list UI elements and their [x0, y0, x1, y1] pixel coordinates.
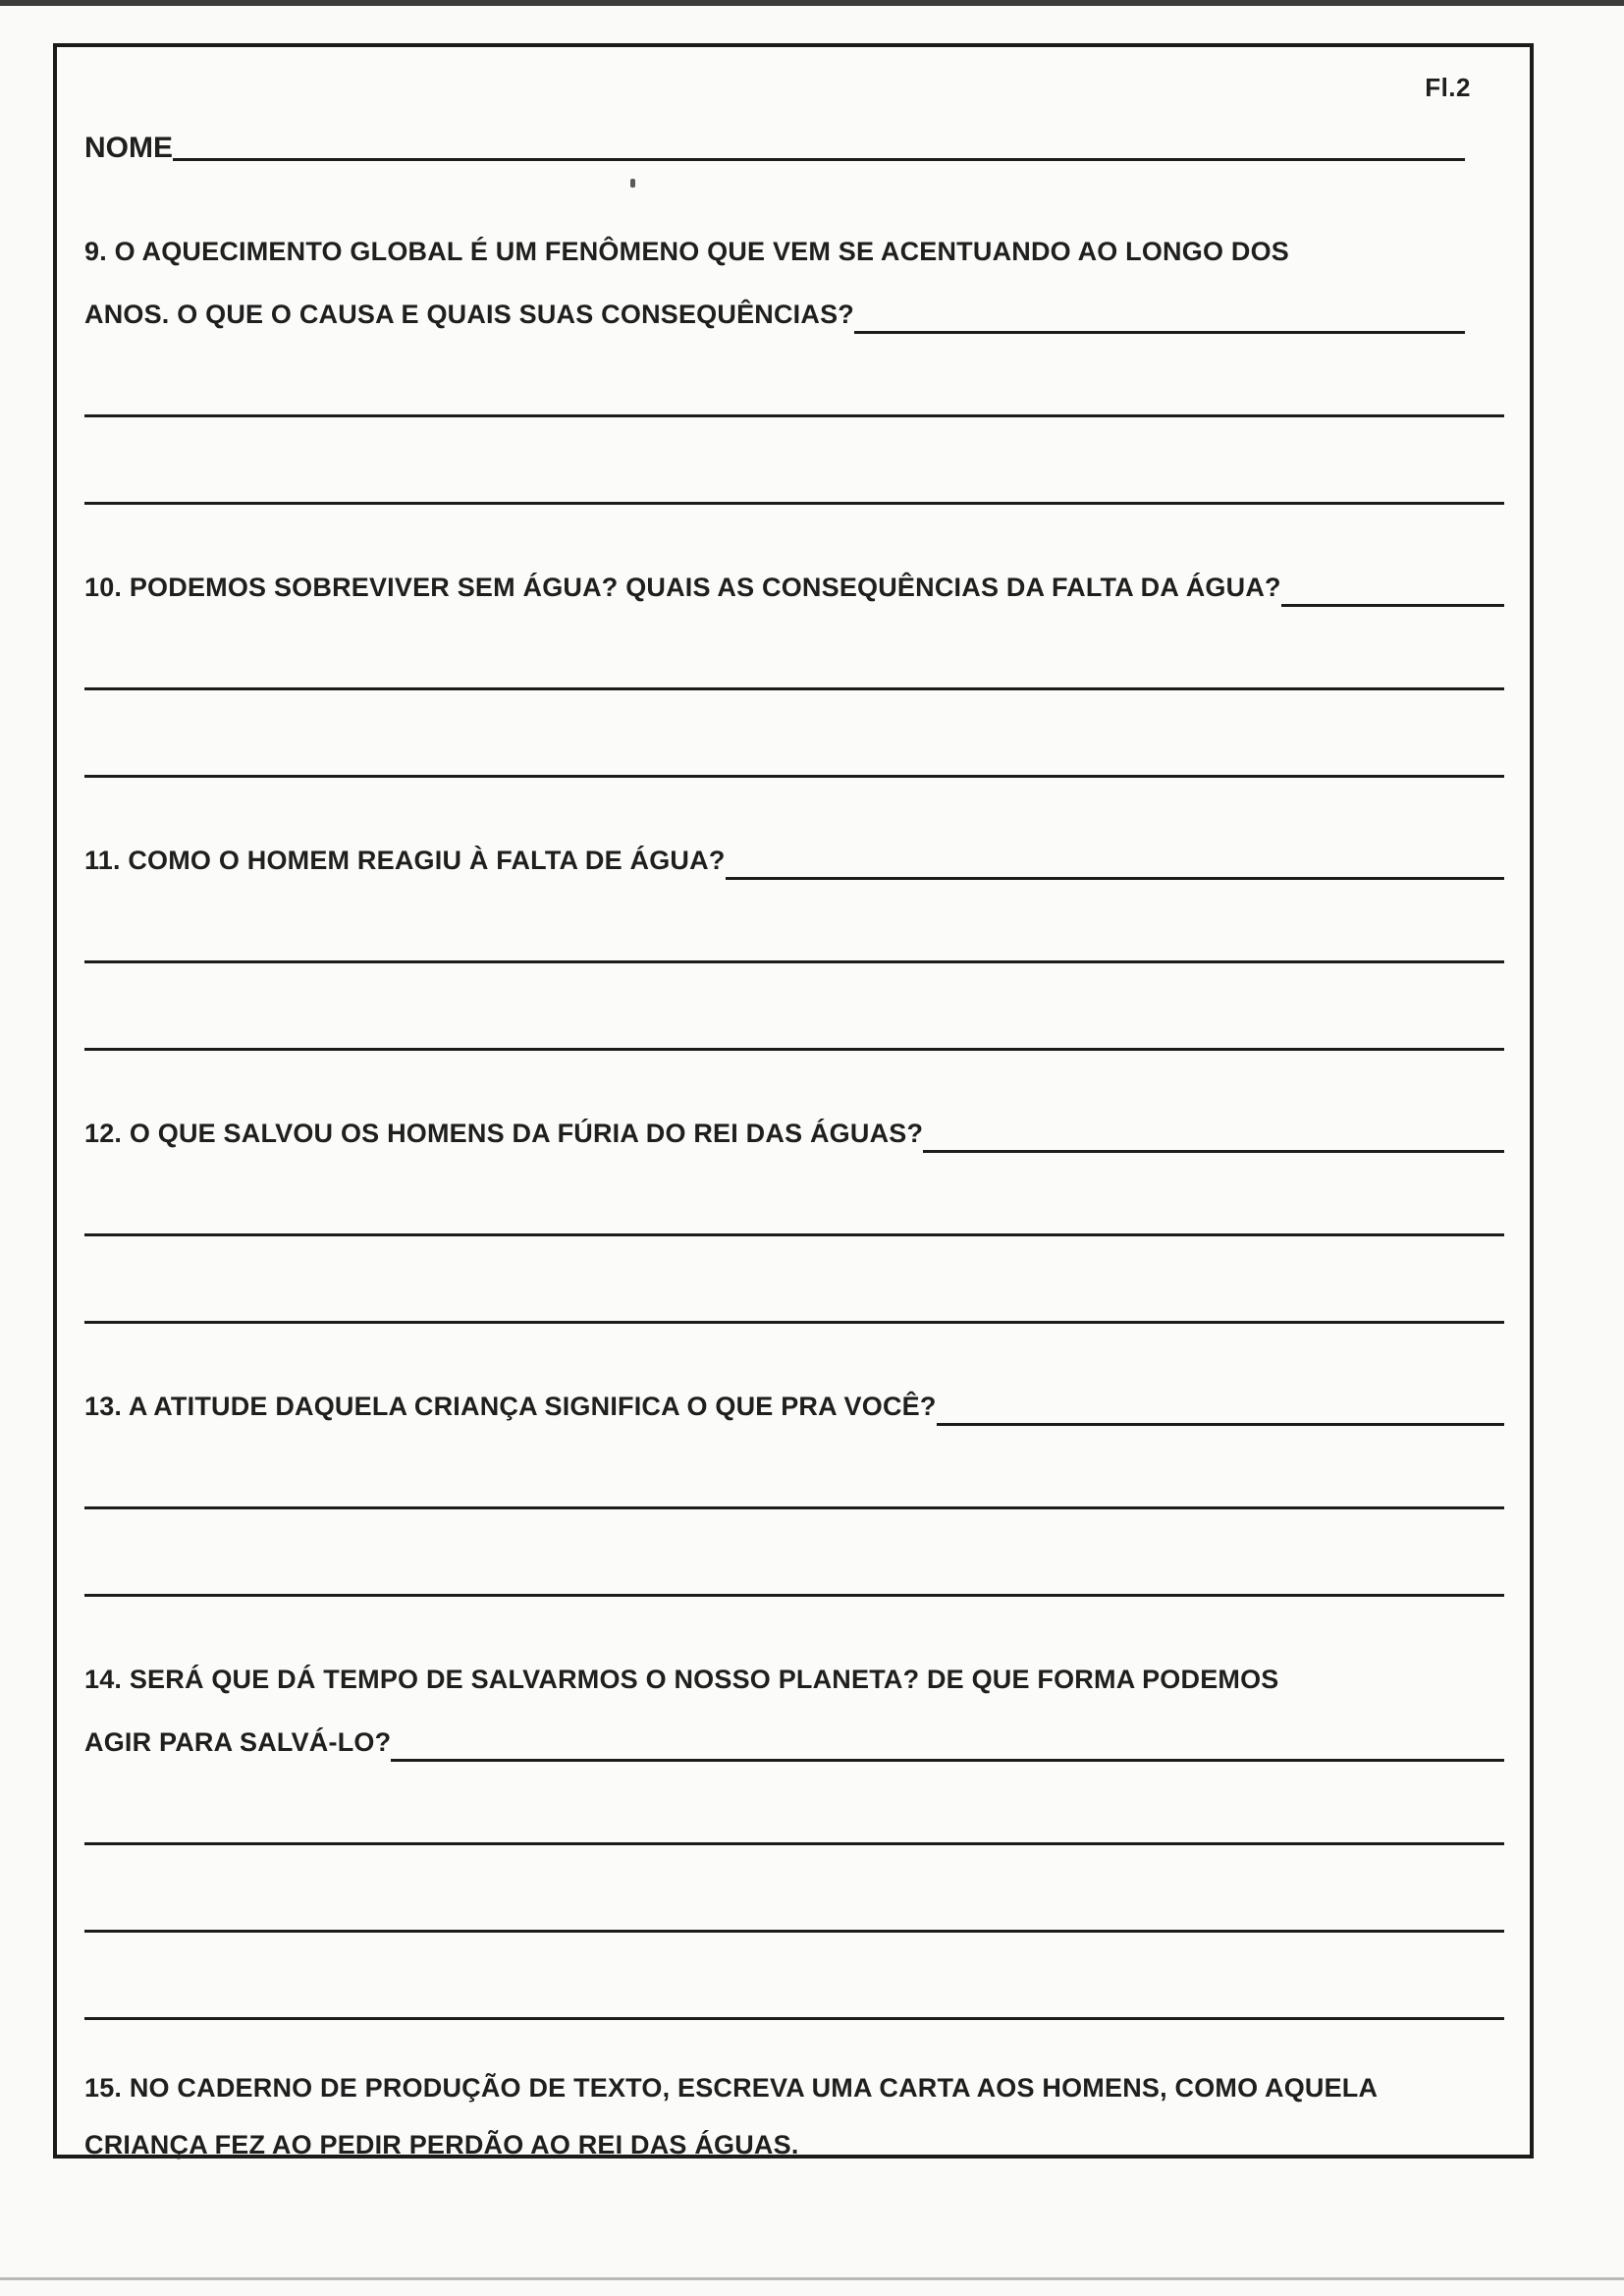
- question-15-text-line-1: 15. NO CADERNO DE PRODUÇÃO DE TEXTO, ESCREVA UMA CARTA AOS HOMENS, COMO AQUELA: [84, 2073, 1379, 2103]
- question-14-text-line-1: 14. SERÁ QUE DÁ TEMPO DE SALVARMOS O NOSSO PLANETA? DE QUE FORMA PODEMOS: [84, 1665, 1279, 1694]
- question-13-answer-line-1[interactable]: [84, 1438, 1504, 1509]
- question-12-answer-line-2[interactable]: [84, 1236, 1504, 1324]
- question-11-text-row: [84, 829, 1504, 892]
- question-9-answer-line-1[interactable]: [84, 346, 1504, 417]
- question-12-text-row: [84, 1102, 1504, 1165]
- question-14-text-line-2: AGIR PARA SALVÁ-LO?: [84, 1727, 392, 1757]
- name-field-row: [84, 122, 1465, 165]
- question-11-text: 11. COMO O HOMEM REAGIU À FALTA DE ÁGUA?: [84, 846, 726, 875]
- question-15: [84, 2059, 1504, 2173]
- question-12-answer-line-1[interactable]: [84, 1165, 1504, 1236]
- question-9-answer-line-2[interactable]: [84, 417, 1504, 505]
- question-10-text: 10. PODEMOS SOBREVIVER SEM ÁGUA? QUAIS AS CONSEQUÊNCIAS DA FALTA DA ÁGUA?: [84, 573, 1281, 602]
- question-13-inline-answer-line[interactable]: [937, 1423, 1504, 1426]
- question-11-answer-line-1[interactable]: [84, 892, 1504, 963]
- question-14: [84, 1648, 1504, 2020]
- question-12-inline-answer-line[interactable]: [923, 1150, 1504, 1153]
- scan-edge-artifact: [0, 0, 1624, 6]
- question-13-text: 13. A ATITUDE DAQUELA CRIANÇA SIGNIFICA O QUE PRA VOCÊ?: [84, 1392, 937, 1421]
- question-12-text: 12. O QUE SALVOU OS HOMENS DA FÚRIA DO REI DAS ÁGUAS?: [84, 1119, 924, 1148]
- scan-edge-artifact-bottom: [0, 2277, 1624, 2280]
- question-10: [84, 556, 1504, 778]
- scan-speck: [630, 179, 635, 188]
- worksheet-border-box: [53, 43, 1534, 2159]
- question-14-answer-line-2[interactable]: [84, 1845, 1504, 1933]
- question-9-text-row-2: [84, 283, 1465, 346]
- question-15-text-line-2: CRIANÇA FEZ AO PEDIR PERDÃO AO REI DAS ÁGUAS.: [84, 2130, 799, 2159]
- question-13: [84, 1375, 1504, 1597]
- question-9: [84, 220, 1504, 505]
- question-10-inline-answer-line[interactable]: [1281, 604, 1504, 607]
- question-9-text-line-1: 9. O AQUECIMENTO GLOBAL É UM FENÔMENO QUE VEM SE ACENTUANDO AO LONGO DOS: [84, 237, 1289, 266]
- question-9-inline-answer-line[interactable]: [854, 331, 1465, 334]
- question-13-text-row: [84, 1375, 1504, 1438]
- question-11-inline-answer-line[interactable]: [726, 877, 1504, 880]
- question-14-text-row-2: [84, 1711, 1504, 1774]
- question-12: [84, 1102, 1504, 1324]
- question-10-text-row: [84, 556, 1504, 619]
- question-9-text-line-2: ANOS. O QUE O CAUSA E QUAIS SUAS CONSEQUÊNCIAS?: [84, 300, 854, 329]
- question-14-answer-line-3[interactable]: [84, 1933, 1504, 2020]
- page-number-label: Fl.2: [1425, 73, 1471, 102]
- question-11: [84, 829, 1504, 1051]
- question-10-answer-line-2[interactable]: [84, 690, 1504, 778]
- question-11-answer-line-2[interactable]: [84, 963, 1504, 1051]
- question-14-inline-answer-line[interactable]: [391, 1759, 1504, 1762]
- name-input-line[interactable]: [173, 158, 1465, 161]
- question-10-answer-line-1[interactable]: [84, 619, 1504, 690]
- question-13-answer-line-2[interactable]: [84, 1509, 1504, 1597]
- name-label: NOME: [84, 132, 173, 164]
- question-14-answer-line-1[interactable]: [84, 1774, 1504, 1845]
